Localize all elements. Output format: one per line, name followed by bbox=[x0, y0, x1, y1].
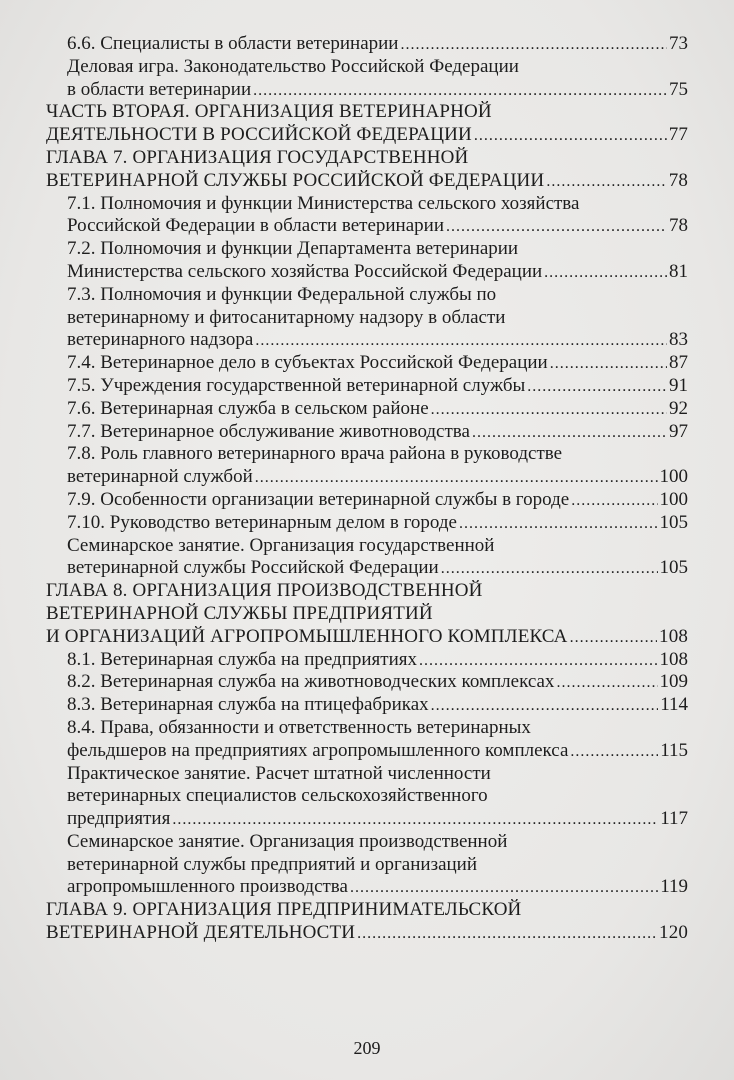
dot-leader bbox=[472, 422, 667, 444]
toc-entry-title: фельдшеров на предприятиях агропромышленного комплекса bbox=[67, 739, 569, 761]
toc-entry-title: Деловая игра. Законодательство Российской Федерации bbox=[67, 55, 519, 77]
dot-leader bbox=[419, 650, 658, 672]
toc-entry-line bbox=[0, 124, 734, 147]
toc-section-entry bbox=[0, 717, 734, 763]
dot-leader bbox=[253, 80, 667, 102]
toc-section-entry bbox=[0, 352, 734, 375]
toc-entry-title: ветеринарного надзора bbox=[67, 329, 254, 351]
toc-entry-title: 7.4. Ветеринарное дело в субъектах Российской Федерации bbox=[67, 352, 548, 374]
toc-section-entry bbox=[0, 375, 734, 398]
toc-entry-title: ветеринарных специалистов сельскохозяйственного bbox=[67, 785, 488, 807]
dot-leader bbox=[550, 353, 667, 375]
dot-leader bbox=[400, 34, 667, 56]
toc-section-entry bbox=[0, 671, 734, 694]
toc-entry-line bbox=[0, 421, 734, 444]
toc-chapter-entry bbox=[0, 899, 734, 945]
toc-entry-line bbox=[0, 694, 734, 717]
toc-entry-title: 7.9. Особенности организации ветеринарной службы в городе bbox=[67, 488, 570, 510]
dot-leader bbox=[350, 877, 658, 899]
toc-entry-title: И ОРГАНИЗАЦИЙ АГРОПРОМЫШЛЕННОГО КОМПЛЕКСА bbox=[46, 625, 568, 647]
toc-entry-title: в области ветеринарии bbox=[67, 78, 252, 100]
dot-leader bbox=[570, 741, 658, 763]
toc-entry-title: 7.8. Роль главного ветеринарного врача района в руководстве bbox=[67, 443, 563, 465]
toc-page-number: 108 bbox=[659, 648, 688, 670]
toc-section-entry bbox=[0, 398, 734, 421]
dot-leader bbox=[431, 399, 667, 421]
toc-page-number: 114 bbox=[660, 694, 688, 716]
dot-leader bbox=[446, 216, 667, 238]
toc-entry-title: ГЛАВА 9. ОРГАНИЗАЦИЯ ПРЕДПРИНИМАТЕЛЬСКОЙ bbox=[46, 899, 522, 921]
toc-entry-line bbox=[0, 215, 734, 238]
toc-entry-line bbox=[0, 33, 734, 56]
toc-entry-line bbox=[0, 489, 734, 512]
toc-section-entry bbox=[0, 535, 734, 581]
toc-page-number: 83 bbox=[669, 329, 688, 351]
toc-entry-title: ДЕЯТЕЛЬНОСТИ В РОССИЙСКОЙ ФЕДЕРАЦИИ bbox=[46, 124, 472, 146]
toc-section-entry bbox=[0, 443, 734, 489]
toc-page-number: 100 bbox=[659, 488, 688, 510]
table-of-contents bbox=[0, 33, 734, 945]
toc-section-entry bbox=[0, 238, 734, 284]
dot-leader bbox=[441, 558, 658, 580]
toc-entry-title: 8.3. Ветеринарная служба на птицефабриках bbox=[67, 694, 429, 716]
toc-entry-line bbox=[0, 740, 734, 763]
toc-entry-title: 7.5. Учреждения государственной ветеринарной службы bbox=[67, 374, 526, 396]
toc-section-entry bbox=[0, 763, 734, 831]
toc-entry-title: Министерства сельского хозяйства Российской Федерации bbox=[67, 260, 543, 282]
toc-entry-title: ВЕТЕРИНАРНОЙ СЛУЖБЫ ПРЕДПРИЯТИЙ bbox=[46, 602, 433, 624]
dot-leader bbox=[459, 513, 658, 535]
toc-section-entry bbox=[0, 56, 734, 102]
toc-page-number: 75 bbox=[669, 78, 688, 100]
dot-leader bbox=[474, 125, 667, 147]
dot-leader bbox=[255, 467, 658, 489]
dot-leader bbox=[255, 330, 667, 352]
toc-entry-title: ветеринарной службы Российской Федерации bbox=[67, 557, 439, 579]
toc-page-number: 108 bbox=[659, 625, 688, 647]
toc-section-entry bbox=[0, 421, 734, 444]
toc-entry-title: 8.4. Права, обязанности и ответственность ветеринарных bbox=[67, 716, 531, 738]
toc-page-number: 115 bbox=[660, 739, 688, 761]
toc-page-number: 87 bbox=[669, 352, 688, 374]
toc-entry-title: ВЕТЕРИНАРНОЙ ДЕЯТЕЛЬНОСТИ bbox=[46, 922, 356, 944]
toc-entry-title: 7.6. Ветеринарная служба в сельском районе bbox=[67, 397, 429, 419]
toc-entry-line bbox=[0, 352, 734, 375]
dot-leader bbox=[570, 627, 657, 649]
toc-page-number: 100 bbox=[659, 466, 688, 488]
toc-entry-line bbox=[0, 79, 734, 102]
toc-entry-title: ВЕТЕРИНАРНОЙ СЛУЖБЫ РОССИЙСКОЙ ФЕДЕРАЦИИ bbox=[46, 169, 545, 191]
toc-section-entry bbox=[0, 193, 734, 239]
toc-chapter-entry bbox=[0, 101, 734, 147]
toc-entry-title: 8.2. Ветеринарная служба на животноводческих комплексах bbox=[67, 671, 555, 693]
toc-chapter-entry bbox=[0, 580, 734, 648]
toc-entry-title: Практическое занятие. Расчет штатной численности bbox=[67, 762, 491, 784]
toc-entry-line bbox=[0, 922, 734, 945]
toc-entry-line bbox=[0, 671, 734, 694]
dot-leader bbox=[546, 171, 666, 193]
toc-entry-line bbox=[0, 512, 734, 535]
dot-leader bbox=[527, 376, 667, 398]
toc-page-number: 91 bbox=[669, 374, 688, 396]
toc-section-entry bbox=[0, 33, 734, 56]
toc-page-number: 77 bbox=[668, 124, 688, 146]
toc-entry-line bbox=[0, 466, 734, 489]
toc-entry-title: 6.6. Специалисты в области ветеринарии bbox=[67, 33, 399, 54]
toc-entry-line bbox=[0, 329, 734, 352]
toc-entry-title: 7.10. Руководство ветеринарным делом в городе bbox=[67, 511, 457, 533]
toc-entry-line bbox=[0, 649, 734, 672]
page-number: 209 bbox=[353, 1038, 381, 1058]
dot-leader bbox=[556, 672, 657, 694]
toc-entry-line bbox=[0, 557, 734, 580]
toc-page-number: 105 bbox=[659, 511, 688, 533]
toc-page-number: 97 bbox=[669, 420, 688, 442]
toc-section-entry bbox=[0, 489, 734, 512]
toc-page-number: 120 bbox=[659, 922, 688, 944]
dot-leader bbox=[431, 695, 659, 717]
toc-entry-title: Семинарское занятие. Организация государственной bbox=[67, 534, 495, 556]
toc-section-entry bbox=[0, 284, 734, 352]
toc-entry-title: 8.1. Ветеринарная служба на предприятиях bbox=[67, 648, 417, 670]
toc-page-number: 78 bbox=[668, 169, 688, 191]
toc-entry-line bbox=[0, 375, 734, 398]
toc-page-number: 92 bbox=[669, 397, 688, 419]
toc-entry-title: ветеринарному и фитосанитарному надзору в области bbox=[67, 306, 506, 328]
toc-page-number: 73 bbox=[669, 33, 688, 54]
toc-entry-title: 7.3. Полномочия и функции Федеральной службы по bbox=[67, 283, 497, 305]
dot-leader bbox=[357, 923, 657, 945]
toc-page-number: 117 bbox=[660, 808, 688, 830]
toc-section-entry bbox=[0, 694, 734, 717]
toc-page-number: 119 bbox=[660, 876, 688, 898]
toc-section-entry bbox=[0, 512, 734, 535]
toc-entry-line bbox=[0, 626, 734, 649]
toc-page-number: 105 bbox=[659, 557, 688, 579]
toc-entry-title: ГЛАВА 8. ОРГАНИЗАЦИЯ ПРОИЗВОДСТВЕННОЙ bbox=[46, 580, 483, 602]
toc-entry-line bbox=[0, 876, 734, 899]
toc-entry-title: ГЛАВА 7. ОРГАНИЗАЦИЯ ГОСУДАРСТВЕННОЙ bbox=[46, 146, 469, 168]
dot-leader bbox=[544, 262, 667, 284]
toc-entry-title: предприятия bbox=[67, 808, 171, 830]
toc-chapter-entry bbox=[0, 147, 734, 193]
toc-section-entry bbox=[0, 649, 734, 672]
toc-entry-line bbox=[0, 170, 734, 193]
toc-entry-title: Российской Федерации в области ветеринарии bbox=[67, 215, 444, 237]
toc-entry-title: ЧАСТЬ ВТОРАЯ. ОРГАНИЗАЦИЯ ВЕТЕРИНАРНОЙ bbox=[46, 101, 492, 123]
dot-leader bbox=[172, 809, 658, 831]
toc-page-number: 81 bbox=[669, 260, 688, 282]
toc-page-number: 109 bbox=[659, 671, 688, 693]
toc-entry-title: 7.1. Полномочия и функции Министерства сельского хозяйства bbox=[67, 192, 580, 214]
toc-entry-title: ветеринарной службы предприятий и организаций bbox=[67, 853, 478, 875]
toc-entry-line bbox=[0, 808, 734, 831]
toc-entry-line bbox=[0, 398, 734, 421]
toc-entry-title: агропромышленного производства bbox=[67, 876, 348, 898]
toc-entry-title: Семинарское занятие. Организация производственной bbox=[67, 830, 508, 852]
toc-entry-title: 7.7. Ветеринарное обслуживание животноводства bbox=[67, 420, 470, 442]
dot-leader bbox=[571, 490, 657, 512]
toc-entry-title: 7.2. Полномочия и функции Департамента ветеринарии bbox=[67, 238, 519, 260]
toc-section-entry bbox=[0, 831, 734, 899]
toc-page-number: 78 bbox=[669, 215, 688, 237]
toc-entry-line bbox=[0, 261, 734, 284]
toc-entry-title: ветеринарной службой bbox=[67, 466, 253, 488]
